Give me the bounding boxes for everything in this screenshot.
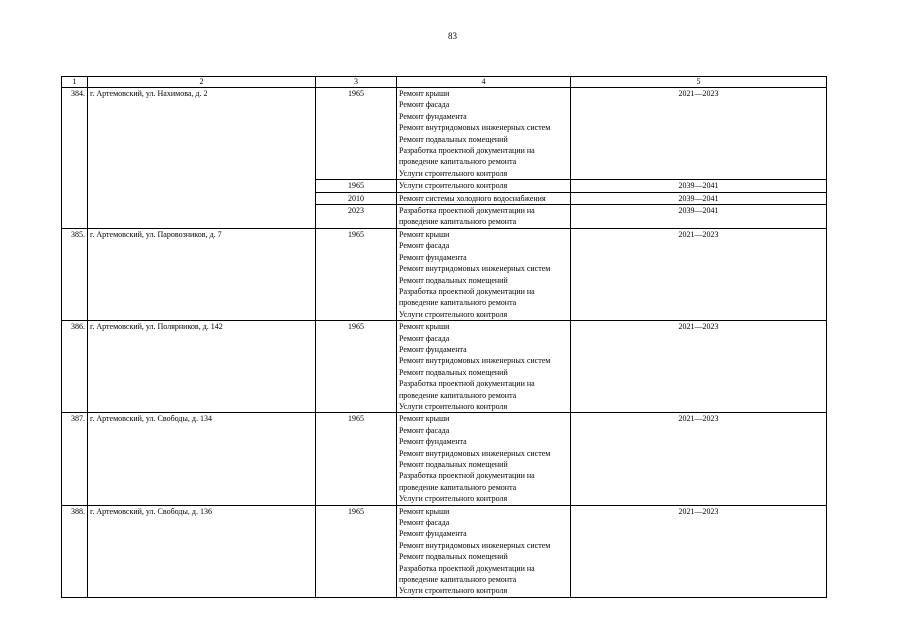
work-item: Услуги строительного контроля xyxy=(399,181,508,191)
work-item: проведение капитального ремонта xyxy=(399,157,517,167)
year-cell: 1965 xyxy=(316,505,397,597)
column-header-3: 3 xyxy=(316,77,397,88)
work-item: проведение капитального ремонта xyxy=(399,482,517,492)
table-row xyxy=(62,505,827,597)
work-item: Ремонт фасада xyxy=(399,241,450,251)
row-number: 388. xyxy=(62,505,88,597)
work-item: Ремонт фундамента xyxy=(399,529,467,539)
period-cell: 2021—2023 xyxy=(571,413,827,505)
work-item: Разработка проектной документации на xyxy=(399,563,535,573)
work-item: Ремонт внутридомовых инженерных систем xyxy=(399,264,551,274)
work-item: Ремонт фундамента xyxy=(399,437,467,447)
year-cell: 1965 xyxy=(316,88,397,180)
works-list xyxy=(397,228,571,320)
period-cell: 2039—2041 xyxy=(571,192,827,204)
row-number: 387. xyxy=(62,413,88,505)
work-item: проведение капитального ремонта xyxy=(399,575,517,585)
building-address: г. Артемовский, ул. Полярников, д. 142 xyxy=(88,321,316,413)
work-item: Ремонт внутридомовых инженерных систем xyxy=(399,356,551,366)
table-row xyxy=(62,88,827,180)
period-cell: 2021—2023 xyxy=(571,228,827,320)
repair-schedule-table xyxy=(61,76,827,598)
building-address: г. Артемовский, ул. Паровозников, д. 7 xyxy=(88,228,316,320)
work-item: Разработка проектной документации на xyxy=(399,206,535,216)
table-row xyxy=(62,228,827,320)
period-cell: 2021—2023 xyxy=(571,505,827,597)
column-header-4: 4 xyxy=(397,77,571,88)
row-number: 386. xyxy=(62,321,88,413)
year-cell: 2023 xyxy=(316,205,397,229)
works-list xyxy=(397,413,571,505)
year-cell: 2010 xyxy=(316,192,397,204)
work-item: Ремонт внутридомовых инженерных систем xyxy=(399,123,551,133)
works-list xyxy=(397,88,571,180)
work-item: Ремонт фасада xyxy=(399,518,450,528)
year-cell: 1965 xyxy=(316,180,397,192)
work-item: Ремонт крыши xyxy=(399,322,450,332)
work-item: Услуги строительного контроля xyxy=(399,586,508,596)
work-item: Ремонт фасада xyxy=(399,333,450,343)
work-item: Ремонт внутридомовых инженерных систем xyxy=(399,540,551,550)
work-item: Ремонт подвальных помещений xyxy=(399,275,508,285)
work-item: Ремонт системы холодного водоснабжения xyxy=(399,193,546,203)
row-number: 385. xyxy=(62,228,88,320)
work-item: Ремонт подвальных помещений xyxy=(399,367,508,377)
table-row xyxy=(62,413,827,505)
building-address: г. Артемовский, ул. Свободы, д. 136 xyxy=(88,505,316,597)
column-header-2: 2 xyxy=(88,77,316,88)
work-item: Ремонт крыши xyxy=(399,229,450,239)
work-item: Услуги строительного контроля xyxy=(399,309,508,319)
year-cell: 1965 xyxy=(316,228,397,320)
work-item: проведение капитального ремонта xyxy=(399,298,517,308)
work-item: Ремонт крыши xyxy=(399,506,450,516)
work-item: Разработка проектной документации на xyxy=(399,471,535,481)
work-item: Разработка проектной документации на xyxy=(399,379,535,389)
work-item: Ремонт подвальных помещений xyxy=(399,134,508,144)
works-list xyxy=(397,180,571,192)
column-header-1: 1 xyxy=(62,77,88,88)
column-number-row xyxy=(62,77,827,88)
work-item: Ремонт фундамента xyxy=(399,111,467,121)
work-item: Ремонт внутридомовых инженерных систем xyxy=(399,448,551,458)
work-item: Ремонт фасада xyxy=(399,100,450,110)
period-cell: 2021—2023 xyxy=(571,321,827,413)
page-number: 83 xyxy=(448,31,457,41)
works-list xyxy=(397,505,571,597)
works-list xyxy=(397,205,571,229)
work-item: Ремонт фундамента xyxy=(399,252,467,262)
building-address: г. Артемовский, ул. Нахимова, д. 2 xyxy=(88,88,316,229)
works-list xyxy=(397,192,571,204)
year-cell: 1965 xyxy=(316,413,397,505)
work-item: Ремонт подвальных помещений xyxy=(399,552,508,562)
building-address: г. Артемовский, ул. Свободы, д. 134 xyxy=(88,413,316,505)
work-item: Ремонт фундамента xyxy=(399,344,467,354)
work-item: Ремонт крыши xyxy=(399,89,450,98)
column-header-5: 5 xyxy=(571,77,827,88)
period-cell: 2039—2041 xyxy=(571,180,827,192)
work-item: Услуги строительного контроля xyxy=(399,401,508,411)
work-item: проведение капитального ремонта xyxy=(399,390,517,400)
work-item: Ремонт крыши xyxy=(399,414,450,424)
period-cell: 2039—2041 xyxy=(571,205,827,229)
table-row xyxy=(62,321,827,413)
work-item: Ремонт подвальных помещений xyxy=(399,460,508,469)
work-item: Ремонт фасада xyxy=(399,425,450,435)
table-header xyxy=(62,77,827,88)
work-item: Услуги строительного контроля xyxy=(399,168,508,178)
work-item: Разработка проектной документации на xyxy=(399,146,535,156)
work-item: Разработка проектной документации на xyxy=(399,286,535,296)
table-body xyxy=(62,88,827,598)
works-list xyxy=(397,321,571,413)
row-number: 384. xyxy=(62,88,88,229)
work-item: проведение капитального ремонта xyxy=(399,217,517,227)
year-cell: 1965 xyxy=(316,321,397,413)
period-cell: 2021—2023 xyxy=(571,88,827,180)
work-item: Услуги строительного контроля xyxy=(399,494,508,504)
